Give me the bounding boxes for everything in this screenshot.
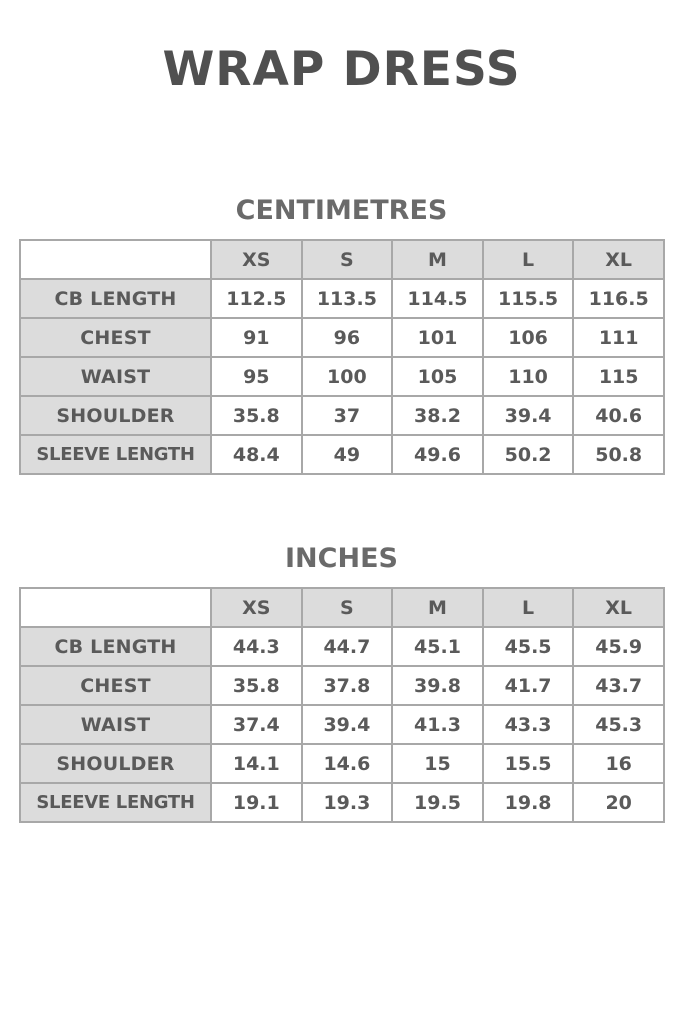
value-cell: 45.5 [483,627,574,666]
value-cell: 45.3 [573,705,664,744]
size-header-cell: XS [211,240,302,279]
size-header-row [20,588,664,627]
size-header-cell: S [302,588,393,627]
row-label: WAIST [20,705,211,744]
table-row [20,279,664,318]
table-row [20,705,664,744]
value-cell: 15.5 [483,744,574,783]
value-cell: 35.8 [211,396,302,435]
size-header-cell: M [392,588,483,627]
value-cell: 101 [392,318,483,357]
inches-heading: INCHES [285,543,398,574]
value-cell: 115 [573,357,664,396]
value-cell: 39.4 [483,396,574,435]
value-cell: 106 [483,318,574,357]
row-label: CB LENGTH [20,279,211,318]
value-cell: 100 [302,357,393,396]
centimetres-size-table [19,239,665,475]
value-cell: 96 [302,318,393,357]
value-cell: 43.3 [483,705,574,744]
page-title: WRAP DRESS [162,42,521,97]
value-cell: 41.7 [483,666,574,705]
value-cell: 45.1 [392,627,483,666]
value-cell: 19.8 [483,783,574,822]
size-header-cell: XL [573,588,664,627]
table-row [20,357,664,396]
value-cell: 20 [573,783,664,822]
centimetres-heading: CENTIMETRES [235,195,448,226]
row-label: SLEEVE LENGTH [20,783,211,822]
value-cell: 14.6 [302,744,393,783]
value-cell: 35.8 [211,666,302,705]
row-label: SHOULDER [20,744,211,783]
size-header-cell: XS [211,588,302,627]
inches-size-table [19,587,665,823]
corner-cell [20,240,211,279]
row-label: SHOULDER [20,396,211,435]
value-cell: 113.5 [302,279,393,318]
size-header-cell: L [483,588,574,627]
value-cell: 16 [573,744,664,783]
value-cell: 105 [392,357,483,396]
value-cell: 114.5 [392,279,483,318]
value-cell: 111 [573,318,664,357]
value-cell: 95 [211,357,302,396]
size-header-cell: L [483,240,574,279]
value-cell: 116.5 [573,279,664,318]
value-cell: 49.6 [392,435,483,474]
value-cell: 41.3 [392,705,483,744]
size-header-cell: S [302,240,393,279]
size-header-row [20,240,664,279]
row-label: CHEST [20,318,211,357]
size-header-cell: XL [573,240,664,279]
table-row [20,396,664,435]
value-cell: 39.8 [392,666,483,705]
value-cell: 115.5 [483,279,574,318]
row-label: CHEST [20,666,211,705]
table-row [20,744,664,783]
table-row [20,318,664,357]
value-cell: 50.2 [483,435,574,474]
value-cell: 44.7 [302,627,393,666]
row-label: CB LENGTH [20,627,211,666]
table-row [20,783,664,822]
value-cell: 39.4 [302,705,393,744]
value-cell: 45.9 [573,627,664,666]
value-cell: 44.3 [211,627,302,666]
value-cell: 37.8 [302,666,393,705]
value-cell: 15 [392,744,483,783]
value-cell: 37.4 [211,705,302,744]
table-row [20,435,664,474]
value-cell: 110 [483,357,574,396]
value-cell: 112.5 [211,279,302,318]
value-cell: 19.1 [211,783,302,822]
value-cell: 91 [211,318,302,357]
value-cell: 19.3 [302,783,393,822]
row-label: WAIST [20,357,211,396]
value-cell: 19.5 [392,783,483,822]
table-row [20,627,664,666]
value-cell: 38.2 [392,396,483,435]
value-cell: 37 [302,396,393,435]
value-cell: 40.6 [573,396,664,435]
table-row [20,666,664,705]
value-cell: 43.7 [573,666,664,705]
value-cell: 48.4 [211,435,302,474]
value-cell: 14.1 [211,744,302,783]
row-label: SLEEVE LENGTH [20,435,211,474]
corner-cell [20,588,211,627]
value-cell: 49 [302,435,393,474]
value-cell: 50.8 [573,435,664,474]
size-header-cell: M [392,240,483,279]
